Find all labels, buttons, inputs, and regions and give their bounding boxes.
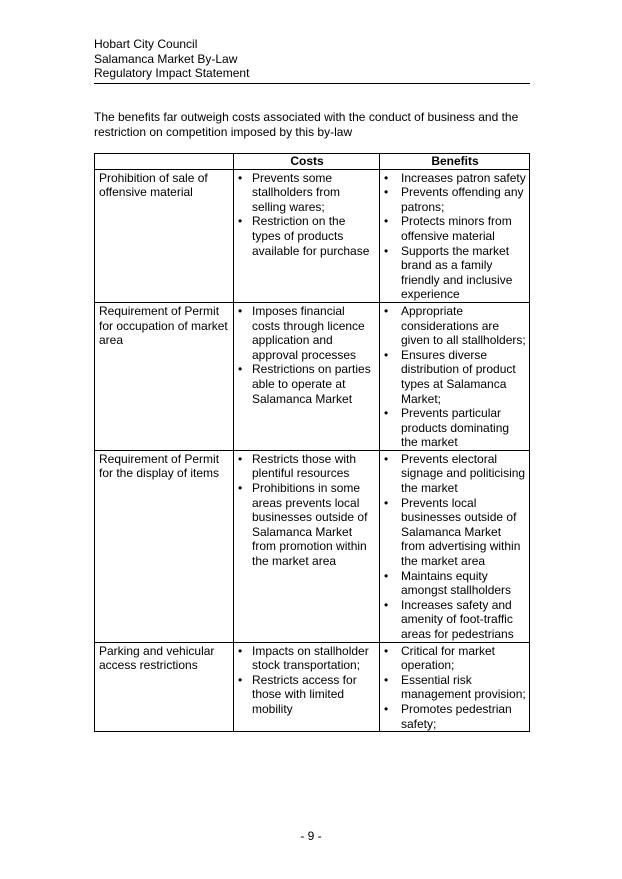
benefit-item: • Increases safety and amenity of foot-traffic areas for pedestrians xyxy=(384,598,526,642)
benefits-list xyxy=(384,304,526,450)
header-document-type: Regulatory Impact Statement xyxy=(94,66,250,80)
benefits-cell xyxy=(380,302,530,450)
table-row xyxy=(95,642,530,732)
intro-paragraph: The benefits far outweigh costs associated with the conduct of business and the restriction on competition imposed by this by-law xyxy=(94,110,519,139)
header-organization: Hobart City Council xyxy=(94,37,198,51)
benefits-list xyxy=(384,452,526,642)
costs-cell xyxy=(234,169,380,302)
cost-item: • Imposes financial costs through licence application and approval processes xyxy=(238,304,376,362)
costs-list xyxy=(238,452,376,569)
header-document-title: Salamanca Market By-Law xyxy=(94,51,238,66)
cost-item: • Prohibitions in some areas prevents local businesses outside of Salamanca Market from promotion within the market area xyxy=(238,481,376,569)
cost-item: • Restricts those with plentiful resources xyxy=(238,452,376,481)
table-body xyxy=(95,169,530,732)
table-header-row xyxy=(95,154,530,170)
costs-list xyxy=(238,644,376,717)
benefits-list xyxy=(384,171,526,302)
table-row xyxy=(95,302,530,450)
row-label: Parking and vehicular access restrictions xyxy=(95,642,234,732)
benefit-item: • Increases patron safety xyxy=(384,171,526,186)
costs-cell xyxy=(234,302,380,450)
benefit-item: • Appropriate considerations are given to all stallholders; xyxy=(384,304,526,348)
column-header-costs: Costs xyxy=(234,154,380,170)
table-row xyxy=(95,450,530,642)
benefit-item: • Protects minors from offensive material xyxy=(384,214,526,243)
benefit-item: • Critical for market operation; xyxy=(384,644,526,673)
cost-item: • Restriction on the types of products available for purchase xyxy=(238,214,376,258)
benefit-item: • Ensures diverse distribution of product types at Salamanca Market; xyxy=(384,348,526,406)
column-header-benefits: Benefits xyxy=(380,154,530,170)
costs-cell xyxy=(234,450,380,642)
benefit-item: • Supports the market brand as a family friendly and inclusive experience xyxy=(384,244,526,302)
cost-item: • Prevents some stallholders from selling wares; xyxy=(238,171,376,215)
benefit-item: • Prevents offending any patrons; xyxy=(384,185,526,214)
benefit-item: • Maintains equity amongst stallholders xyxy=(384,569,526,598)
benefits-cell xyxy=(380,169,530,302)
row-label: Prohibition of sale of offensive material xyxy=(95,169,234,302)
costs-cell xyxy=(234,642,380,732)
cost-item: • Restrictions on parties able to operate at Salamanca Market xyxy=(238,362,376,406)
costs-list xyxy=(238,304,376,406)
costs-list xyxy=(238,171,376,259)
benefit-item: • Prevents electoral signage and politicising the market xyxy=(384,452,526,496)
benefits-cell xyxy=(380,642,530,732)
column-header-empty xyxy=(95,154,234,170)
page-number: - 9 - xyxy=(300,829,322,843)
benefits-cell xyxy=(380,450,530,642)
cost-item: • Impacts on stallholder stock transportation; xyxy=(238,644,376,673)
cost-item: • Restricts access for those with limited mobility xyxy=(238,673,376,717)
row-label: Requirement of Permit for occupation of market area xyxy=(95,302,234,450)
benefit-item: • Prevents local businesses outside of Salamanca Market from advertising within the market area xyxy=(384,496,526,569)
benefit-item: • Promotes pedestrian safety; xyxy=(384,702,526,731)
table-row xyxy=(95,169,530,302)
cost-benefit-table xyxy=(94,153,530,732)
benefit-item: • Essential risk management provision; xyxy=(384,673,526,702)
row-label: Requirement of Permit for the display of items xyxy=(95,450,234,642)
benefits-list xyxy=(384,644,526,732)
benefit-item: • Prevents particular products dominating the market xyxy=(384,406,526,450)
page-header xyxy=(94,37,530,84)
